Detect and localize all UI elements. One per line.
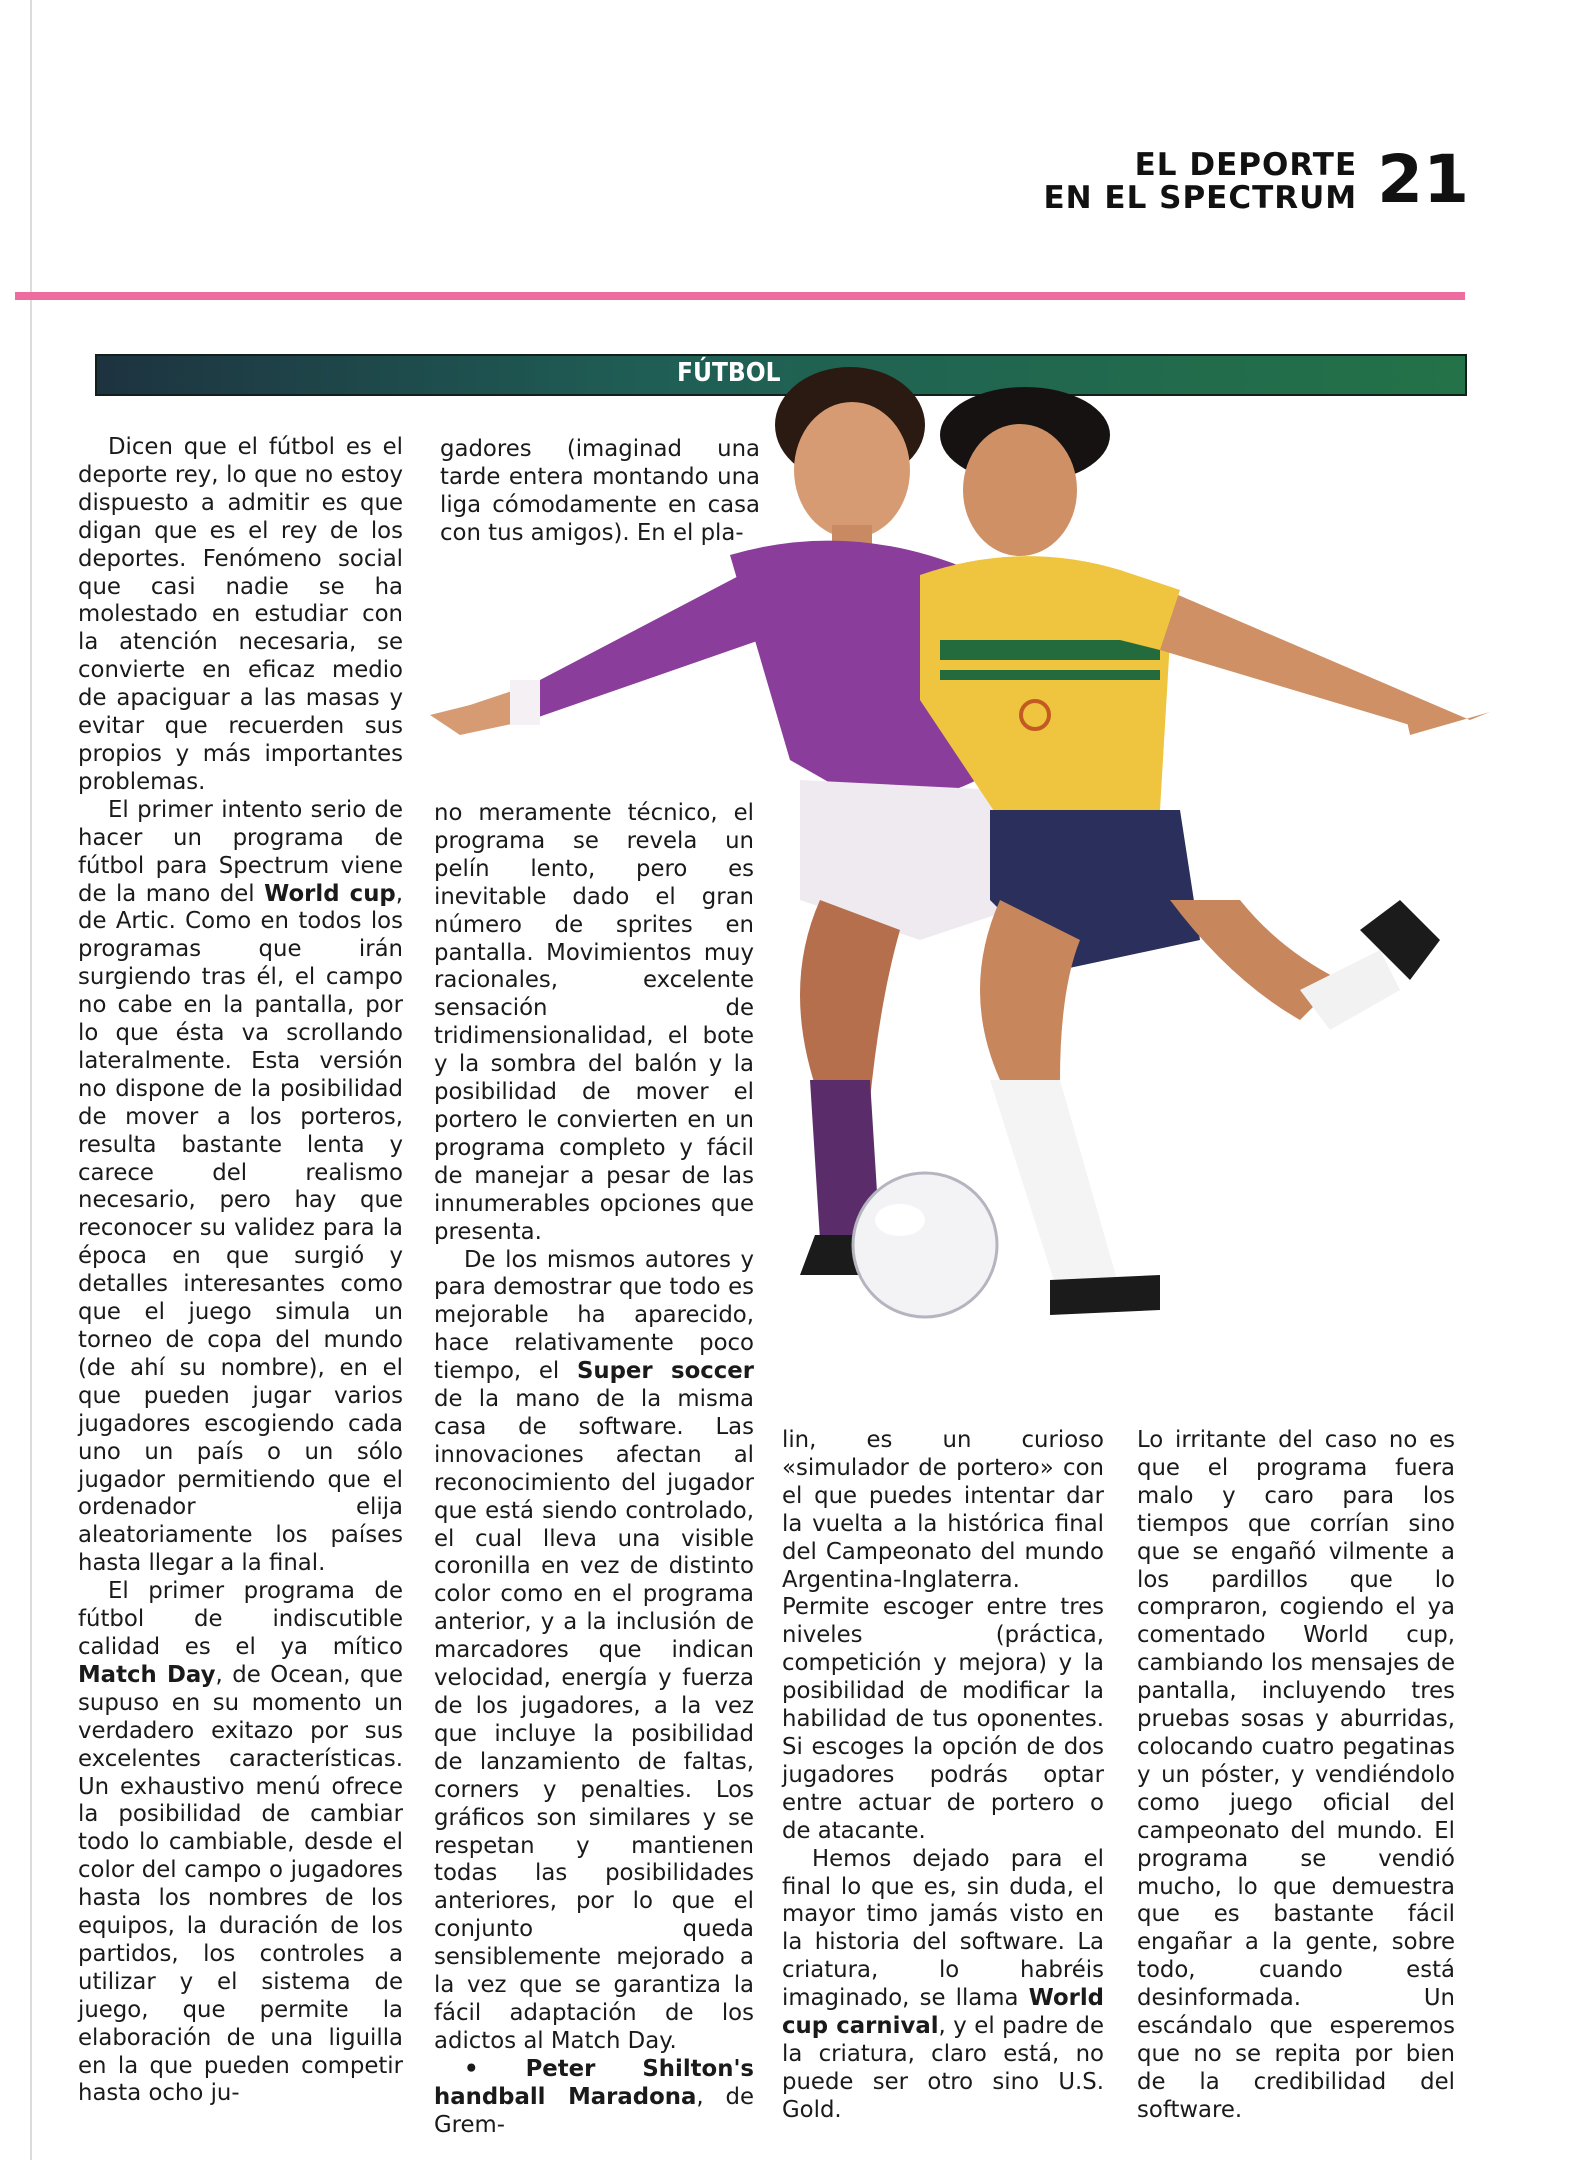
yellow-player	[920, 387, 1490, 1315]
col2-paragraph-3: • Peter Shilton's handball Maradona, de Grem-	[434, 2055, 754, 2138]
col3-paragraph-2: Hemos dejado para el final lo que es, sin duda, el mayor timo jamás visto en la historia del software. La criatura, lo habréis imaginado, se llama World cup carnival, y el padre de la criatura, claro está, no puede ser otro sino U.S. Gold.	[782, 1845, 1104, 2123]
article-column-1	[78, 434, 403, 2108]
section-heading	[1043, 149, 1357, 215]
col4-paragraph-1: Lo irritante del caso no es que el programa fuera malo y caro para los tiempos que corrían sino que se engañó vilmente a los pardillos que lo compraron, cogiendo el ya comentado World cup, cambiando los mensajes de pantalla, incluyendo tres pruebas sosas y aburridas, colocando cuatro pegatinas y un póster, y vendiéndolo como juego oficial del campeonato del mundo. El programa se vendió mucho, lo que demuestra que es bastante fácil engañar a la gente, sobre todo, cuando está desinformada. Un escándalo que esperemos que no se repita por bien de la credibilidad del software.	[1137, 1427, 1455, 2123]
col1-paragraph-3: El primer programa de fútbol de indiscutible calidad es el ya mítico Match Day, de Ocean, que supuso en su momento un verdadero exitazo por sus excelentes características. Un exhaustivo menú ofrece la posibilidad de cambiar todo lo cambiable, desde el color del campo o jugadores hasta los nombres de los equipos, la duración de los partidos, los controles a utilizar y el sistema de juego, que permite la elaboración de una liguilla en la que pueden competir hasta ocho ju-	[78, 1578, 403, 2107]
article-column-2-top	[440, 436, 760, 548]
section-title: FÚTBOL	[677, 358, 781, 388]
col2-paragraph-2: De los mismos autores y para demostrar que todo es mejorable ha aparecido, hace relativamente poco tiempo, el Super soccer de la mano de la misma casa de software. Las innovaciones afectan al reconocimiento del jugador que está siendo controlado, el cual lleva una visible coronilla en vez de distinto color como en el programa anterior, y a la inclusión de marcadores que indican velocidad, energía y fuerza de los jugadores, a la vez que incluye la posibilidad de lanzamiento de faltas, corners y penalties. Los gráficos son similares y se respetan y mantienen todas las posibilidades anteriores, por lo que el conjunto queda sensiblemente mejorado a la vez que se garantiza la fácil adaptación de los adictos al Match Day.	[434, 1246, 754, 2054]
section-heading-line2: EN EL SPECTRUM	[1043, 180, 1358, 216]
article-column-3	[782, 1427, 1104, 2125]
col2-paragraph-1: no meramente técnico, el programa se revela un pelín lento, pero es inevitable dado el gran número de sprites en pantalla. Movimientos muy racionales, excelente sensación de tridimensionalidad, el bote y la sombra del balón y la posibilidad de mover el portero le convierten en un programa completo y fácil de manejar a pesar de las innumerables opciones que presenta.	[434, 800, 754, 1245]
page-header	[1043, 141, 1469, 218]
header-rule	[15, 292, 1465, 300]
article-column-2	[434, 800, 754, 2140]
title-world-cup: World cup	[264, 880, 396, 907]
col1-paragraph-2: El primer intento serio de hacer un programa de fútbol para Spectrum viene de la mano del World cup, de Artic. Como en todos los programas que irán surgiendo tras él, el campo no cabe en la pantalla, por lo que ésta va scrollando lateralmente. Esta versión no dispone de la posibilidad de mover a los porteros, resulta bastante lenta y carece del realismo necesario, pero hay que reconocer su validez para la época en que surgió y detalles interesantes como que el juego simula un torneo de copa del mundo (de ahí su nombre), en el que pueden jugar varios jugadores escogiendo cada uno un país o un sólo jugador permitiendo que el ordenador elija aleatoriamente los países hasta llegar a la final.	[78, 796, 403, 1577]
title-peter-shilton: Peter Shilton's handball Maradona	[434, 2055, 754, 2110]
page-number: 21	[1377, 141, 1469, 218]
title-world-cup-carnival: World cup carnival	[782, 1985, 1104, 2040]
col3-paragraph-1: lin, es un curioso «simulador de portero» con el que puedes intentar dar la vuelta a la histórica final del Campeonato del mundo Argentina-Inglaterra. Permite escoger entre tres niveles (práctica, competición y mejora) y la posibilidad de modificar la habilidad de tus oponentes. Si escoges la opción de dos jugadores podrás optar entre actuar de portero o de atacante.	[782, 1427, 1104, 1844]
title-match-day: Match Day	[78, 1661, 216, 1688]
football-ball	[853, 1173, 997, 1317]
article-column-4	[1137, 1427, 1455, 2125]
col2-top-text: gadores (imaginad una tarde entera montando una liga cómodamente en casa con tus amigos). En el pla-	[440, 436, 760, 546]
section-heading-line1: EL DEPORTE	[1134, 147, 1358, 183]
col1-paragraph-1: Dicen que el fútbol es el deporte rey, lo que no estoy dispuesto a admitir es que digan que es el rey de los deportes. Fenómeno social que casi nadie se ha molestado en estudiar con la atención necesaria, se convierte en eficaz medio de apaciguar a las masas y evitar que recuerden sus propios y más importantes problemas.	[78, 434, 403, 795]
title-super-soccer: Super soccer	[576, 1358, 754, 1385]
page-binding-edge	[30, 0, 32, 2160]
